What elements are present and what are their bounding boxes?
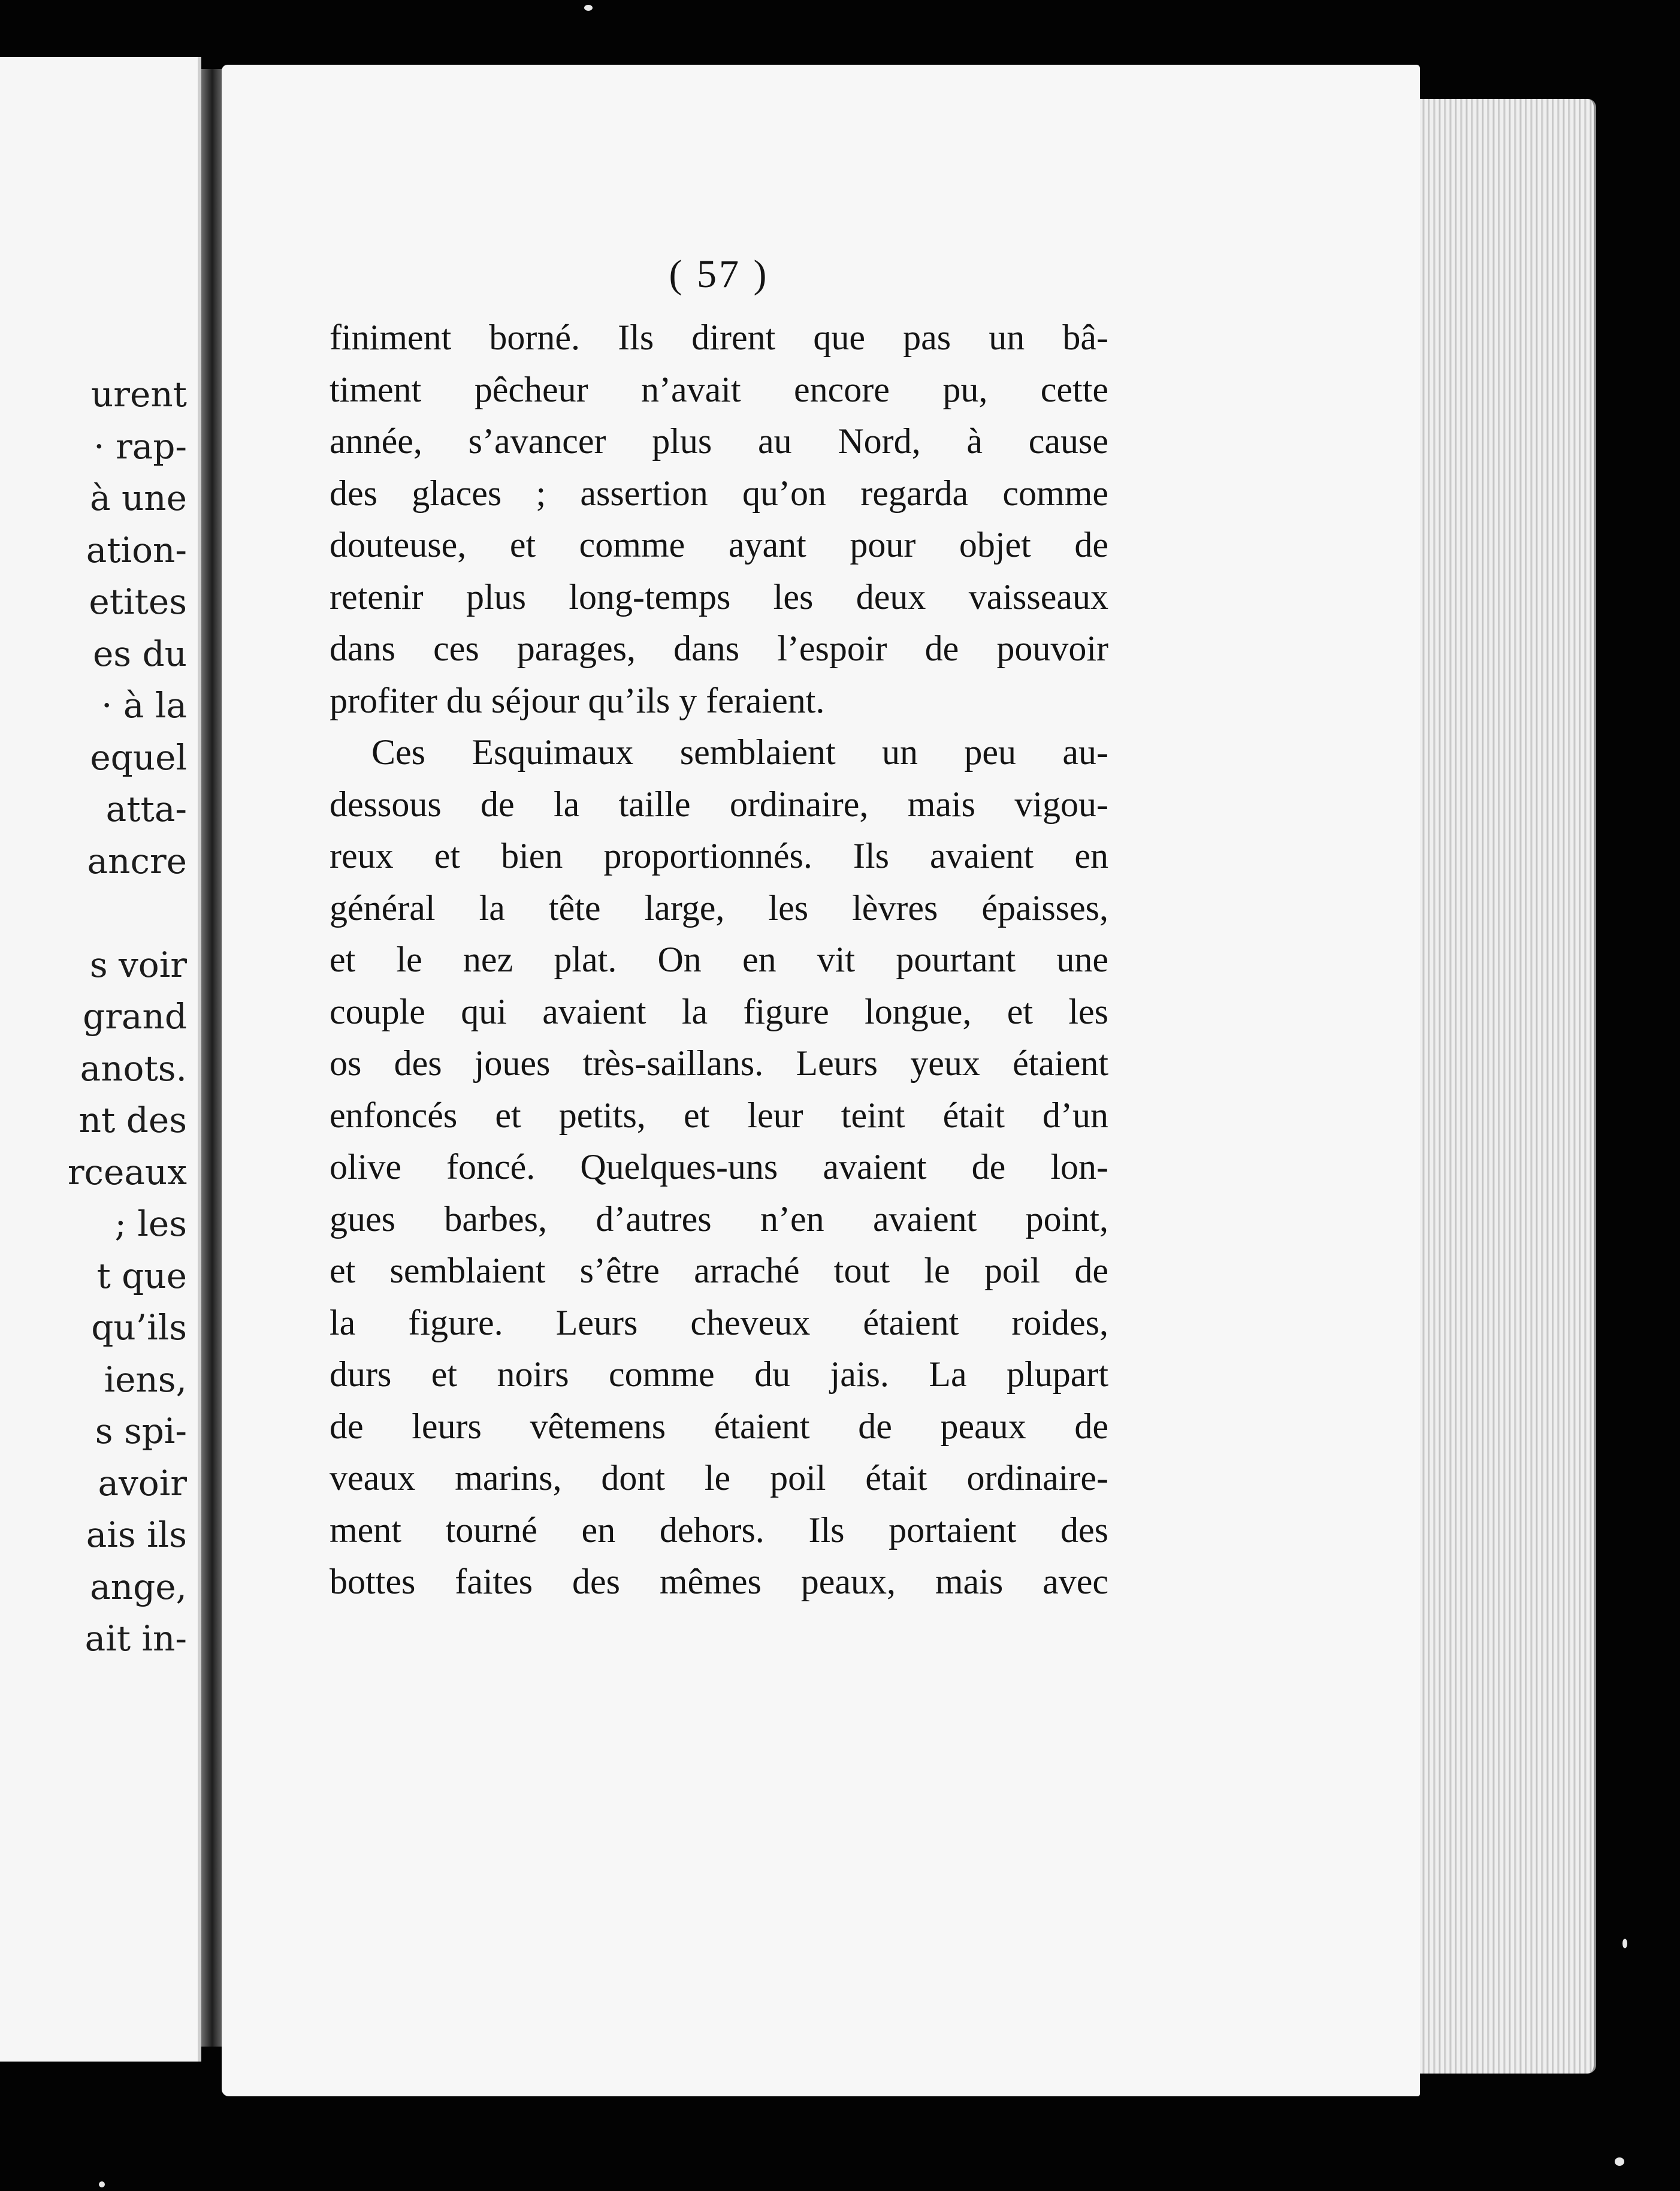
text-line: bottes faites des mêmes peaux, mais avec: [330, 1562, 1108, 1601]
left-line: s spi-: [95, 1411, 187, 1451]
scan-speck: [584, 5, 593, 11]
text-line: veaux marins, dont le poil était ordinaire-: [330, 1458, 1108, 1498]
left-line: rceaux: [67, 1151, 187, 1193]
scan-speck: [99, 2181, 105, 2187]
left-page-text: [68, 369, 187, 1665]
text-line: ment tourné en dehors. Ils portaient des: [330, 1510, 1108, 1550]
text-line: de leurs vêtemens étaient de peaux de: [330, 1406, 1108, 1446]
left-line: ; les: [114, 1203, 187, 1244]
text-line: couple qui avaient la figure longue, et les: [330, 991, 1108, 1031]
left-line: urent: [90, 374, 187, 415]
left-line: atta-: [105, 789, 187, 829]
left-line: ais ils: [86, 1514, 187, 1555]
text-line: et semblaient s’être arraché tout le poil de: [330, 1251, 1108, 1290]
text-line: finiment borné. Ils dirent que pas un bâ-: [330, 318, 1108, 357]
text-line: retenir plus long-temps les deux vaisseaux: [330, 577, 1108, 617]
left-line: ait in-: [84, 1618, 187, 1659]
text-line: et le nez plat. On en vit pourtant une: [330, 940, 1108, 979]
text-line: douteuse, et comme ayant pour objet de: [330, 525, 1108, 565]
left-line: es du: [92, 633, 187, 674]
text-line: des glaces ; assertion qu’on regarda comme: [330, 473, 1108, 513]
text-line: timent pêcheur n’avait encore pu, cette: [330, 369, 1108, 409]
left-line: t que: [96, 1255, 187, 1296]
left-line-blank: [68, 887, 187, 939]
body-text: [330, 312, 1108, 1608]
left-line: à une: [89, 478, 187, 518]
left-line: nt des: [78, 1100, 187, 1140]
left-line: etites: [89, 581, 187, 622]
text-line: gues barbes, d’autres n’en avaient point,: [330, 1199, 1108, 1239]
left-line: equel: [90, 737, 187, 778]
text-line: olive foncé. Quelques-uns avaient de lon-: [330, 1147, 1108, 1187]
text-line: dessous de la taille ordinaire, mais vigou-: [330, 784, 1108, 824]
left-line: iens,: [104, 1359, 187, 1400]
text-line: dans ces parages, dans l’espoir de pouvoir: [330, 629, 1108, 668]
left-line: ancre: [87, 840, 187, 882]
text-line: la figure. Leurs cheveux étaient roides,: [330, 1302, 1108, 1342]
left-line: · à la: [101, 685, 187, 726]
left-line: anots.: [80, 1048, 187, 1089]
scan-speck: [1622, 1939, 1627, 1948]
paragraph-first-line: Ces Esquimaux semblaient un peu au-: [371, 732, 1108, 772]
text-line: os des joues très-saillans. Leurs yeux étaient: [330, 1043, 1108, 1083]
scan-speck: [1615, 2157, 1624, 2166]
left-page-fragment: [0, 57, 201, 2062]
left-line: qu’ils: [91, 1307, 187, 1348]
text-line: général la tête large, les lèvres épaisses,: [330, 888, 1108, 928]
left-line: ange,: [90, 1566, 187, 1607]
left-line: s voir: [89, 944, 187, 985]
page-edges: [1414, 99, 1596, 2074]
left-line: · rap-: [93, 425, 187, 467]
text-line: enfoncés et petits, et leur teint était d’un: [330, 1095, 1108, 1135]
text-line: année, s’avancer plus au Nord, à cause: [330, 421, 1108, 461]
page-number: ( 57 ): [669, 252, 769, 296]
left-line: avoir: [98, 1462, 187, 1504]
left-line: ation-: [86, 529, 187, 571]
left-line: grand: [83, 996, 187, 1037]
paragraph-end-line: profiter du séjour qu’ils y feraient.: [330, 680, 825, 720]
text-line: reux et bien proportionnés. Ils avaient en: [330, 836, 1108, 876]
text-line: durs et noirs comme du jais. La plupart: [330, 1354, 1108, 1394]
